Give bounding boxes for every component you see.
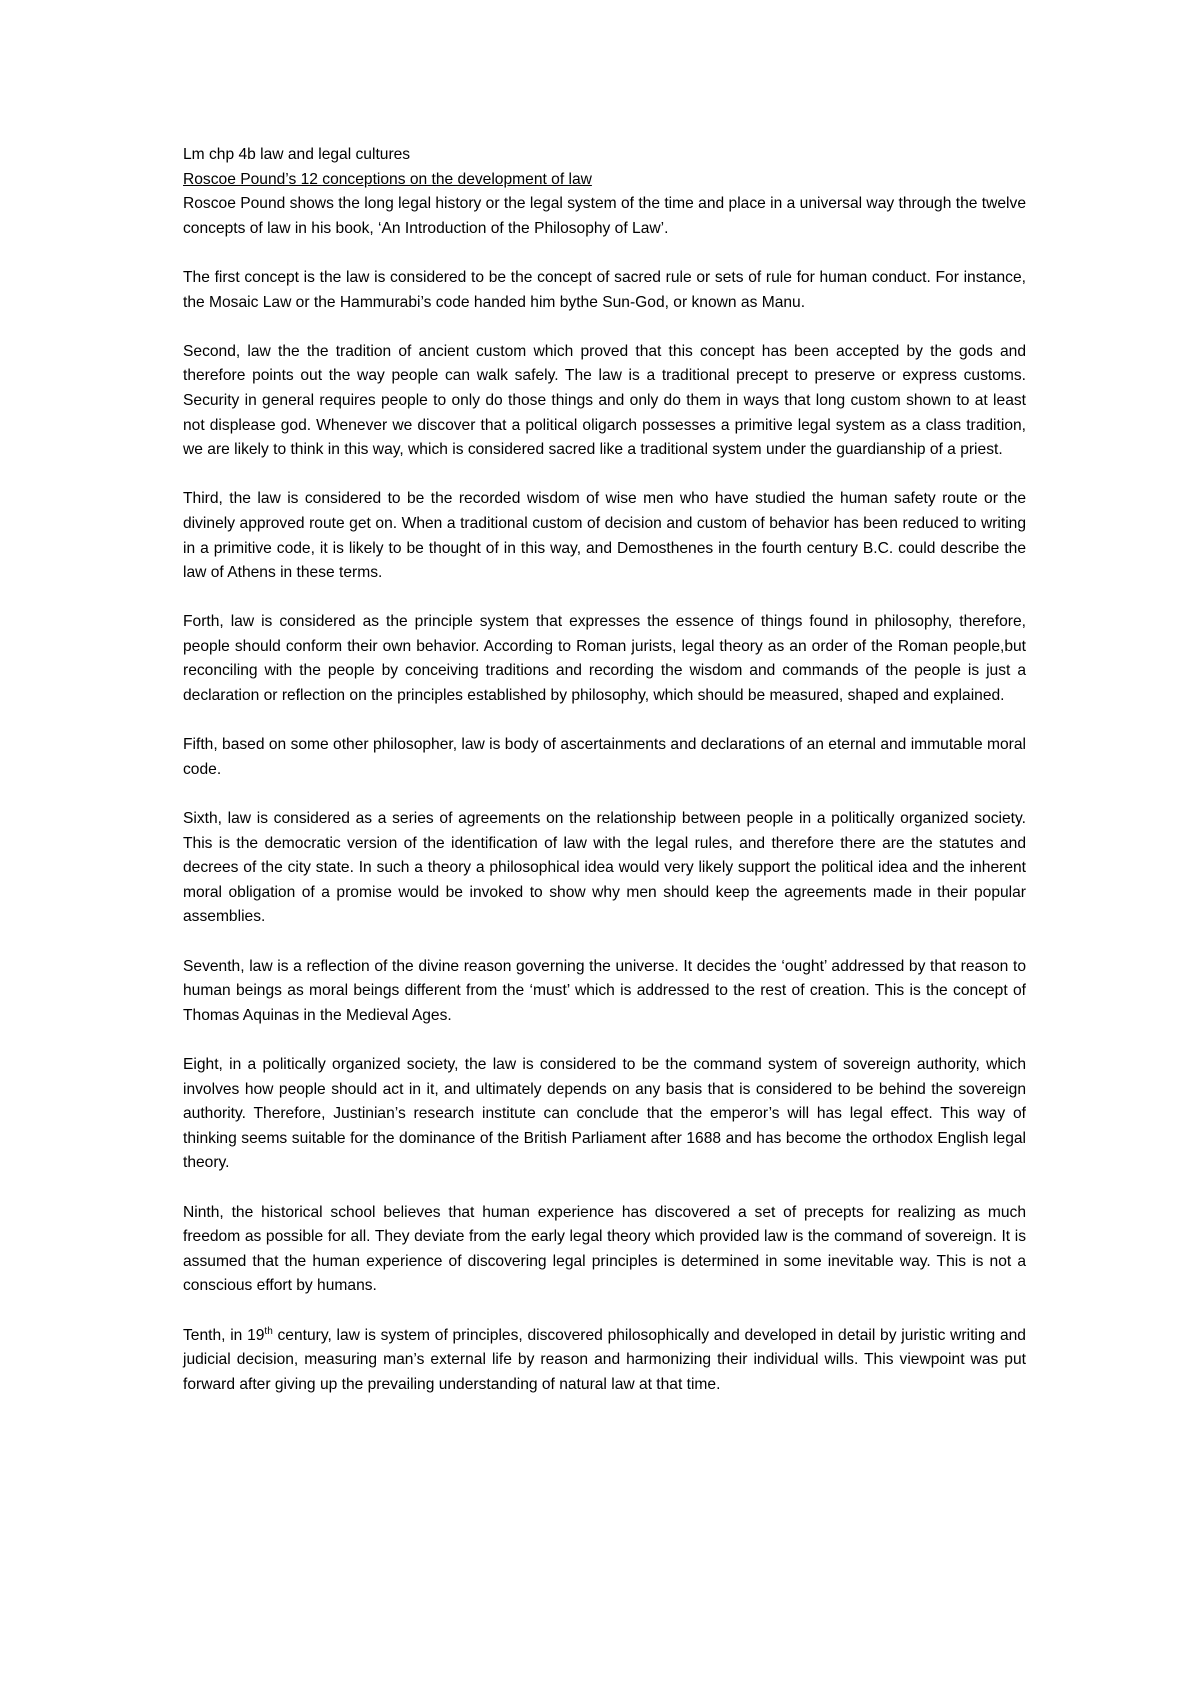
ordinal-superscript: th (264, 1325, 273, 1337)
paragraph-tenth-concept (183, 1324, 1026, 1398)
paragraph-fifth-concept: Fifth, based on some other philosopher, law is body of ascertainments and declarations of an eternal and immutable moral code. (183, 736, 1026, 778)
intro-paragraph: Roscoe Pound shows the long legal history or the legal system of the time and place in a universal way through the twelve concepts of law in his book, ‘An Introduction of the Philosophy of Law’. (183, 195, 1026, 237)
paragraph-first-concept: The first concept is the law is considered to be the concept of sacred rule or sets of rule for human conduct. For instance, the Mosaic Law or the Hammurabi’s code handed him bythe Sun-God, or known as Manu. (183, 268, 1026, 311)
document-heading: Roscoe Pound’s 12 conceptions on the development of law (183, 170, 592, 188)
paragraph-third-concept: Third, the law is considered to be the recorded wisdom of wise men who have studied the human safety route or the divinely approved route get on. When a traditional custom of decision and custom of behavior has been reduced to writing in a primitive code, it is likely to be thought of in this way, and Demosthenes in the fourth century B.C. could describe the law of Athens in these terms. (183, 490, 1026, 582)
document-title: Lm chp 4b law and legal cultures (183, 146, 411, 163)
tenth-rest-text: century, law is system of principles, discovered philosophically and developed in detail by juristic writing and judicial decision, measuring man’s external life by reason and harmonizing their individual wills. This viewpoint was put forward after giving up the prevailing understanding of natural law at that time. (183, 1326, 1026, 1393)
paragraph-sixth-concept: Sixth, law is considered as a series of agreements on the relationship between people in a politically organized society. This is the democratic version of the identification of law with the legal rules, and therefore there are the statutes and decrees of the city state. In such a theory a philosophical idea would very likely support the political idea and the inherent moral obligation of a promise would be invoked to show why men should keep the agreements made in their popular assemblies. (183, 810, 1026, 926)
tenth-lead-text: Tenth, in 19 (183, 1326, 265, 1344)
paragraph-second-concept: Second, law the the tradition of ancient custom which proved that this concept has been accepted by the gods and therefore points out the way people can walk safely. The law is a traditional precept to preserve or express customs. Security in general requires people to only do those things and only do them in ways that long custom shown to at least not displease god. Whenever we discover that a political oligarch possesses a primitive legal system as a class tradition, we are likely to think in this way, which is considered sacred like a traditional system under the guardianship of a priest. (183, 342, 1026, 459)
paragraph-fourth-concept: Forth, law is considered as the principle system that expresses the essence of things found in philosophy, therefore, people should conform their own behavior. According to Roman jurists, legal theory as an order of the Roman people,but reconciling with the people by conceiving traditions and recording the wisdom and commands of the people is just a declaration or reflection on the principles established by philosophy, which should be measured, shaped and explained. (183, 613, 1026, 705)
paragraph-ninth-concept: Ninth, the historical school believes that human experience has discovered a set of precepts for realizing as much freedom as possible for all. They deviate from the early legal theory which provided law is the command of sovereign. It is assumed that the human experience of discovering legal principles is determined in some inevitable way. This is not a conscious effort by humans. (183, 1203, 1026, 1295)
paragraph-seventh-concept: Seventh, law is a reflection of the divine reason governing the universe. It decides the ‘ought’ addressed by that reason to human beings as moral beings different from the ‘must’ which is addressed to the rest of creation. This is the concept of Thomas Aquinas in the Medieval Ages. (183, 957, 1026, 1024)
paragraph-eighth-concept: Eight, in a politically organized society, the law is considered to be the command system of sovereign authority, which involves how people should act in it, and ultimately depends on any basis that is considered to be behind the sovereign authority. Therefore, Justinian’s research institute can conclude that the emperor’s will has legal effect. This way of thinking seems suitable for the dominance of the British Parliament after 1688 and has become the orthodox English legal theory. (183, 1055, 1026, 1172)
document-page (183, 143, 1026, 1397)
